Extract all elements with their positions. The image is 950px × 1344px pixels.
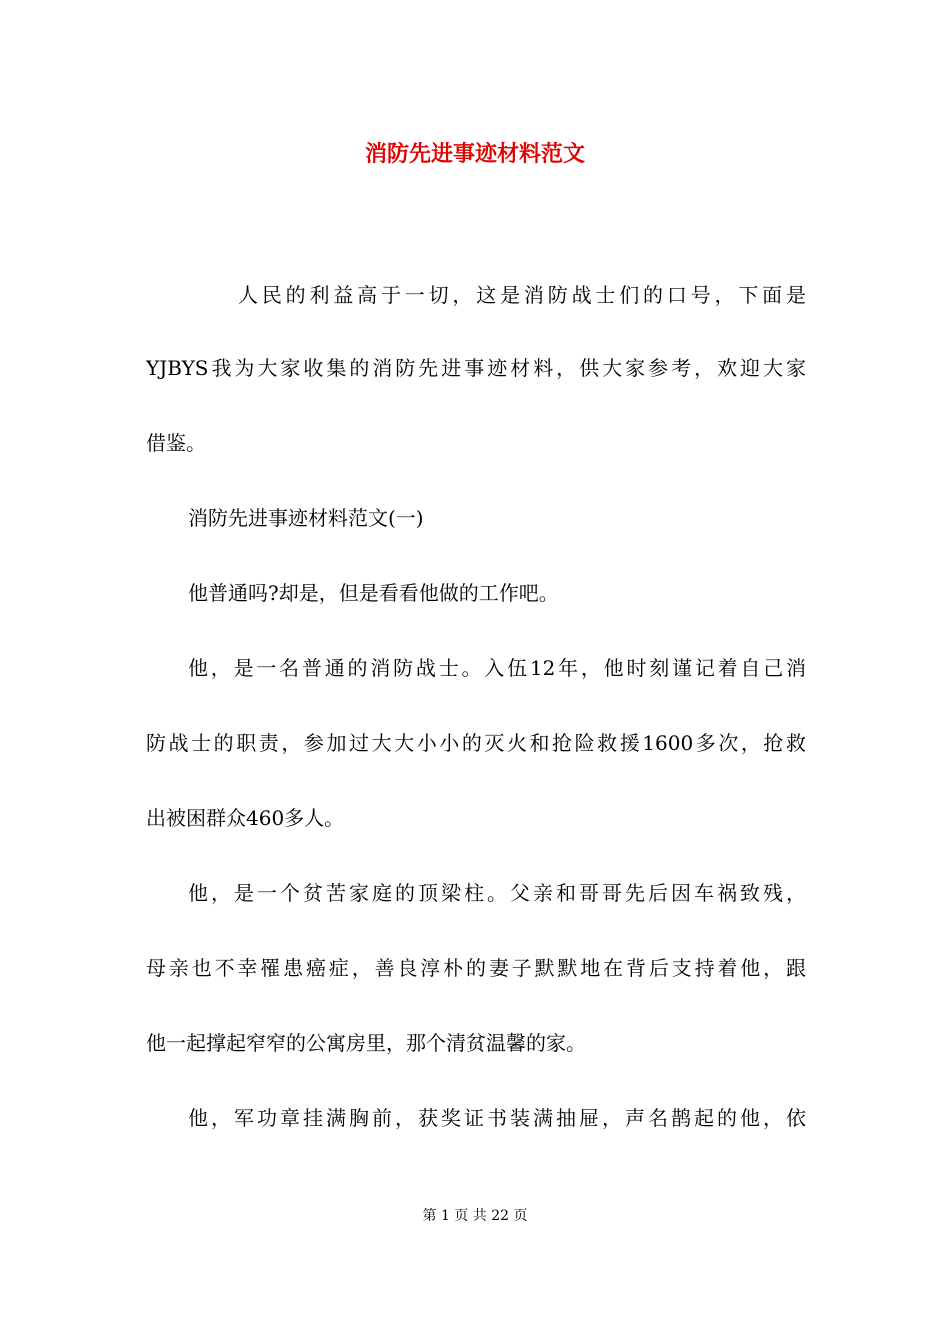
paragraph-line: 他一起撑起窄窄的公寓房里，那个清贫温馨的家。	[146, 1031, 586, 1055]
paragraph-line: 他，是一个贫苦家庭的顶梁柱。父亲和哥哥先后因车祸致残，	[188, 881, 806, 905]
paragraph-line: 防战士的职责，参加过大大小小的灭火和抢险救援1600多次，抢救	[146, 731, 806, 755]
paragraph-line: YJBYS我为大家收集的消防先进事迹材料，供大家参考，欢迎大家	[146, 356, 806, 380]
paragraph-line: 出被困群众460多人。	[146, 806, 345, 830]
paragraph-line: 借鉴。	[146, 431, 206, 455]
paragraph-line: 他普通吗?却是，但是看看他做的工作吧。	[188, 581, 559, 605]
paragraph-line: 他，军功章挂满胸前，获奖证书装满抽屉，声名鹊起的他，依	[188, 1106, 806, 1130]
paragraph-line: 母亲也不幸罹患癌症，善良淳朴的妻子默默地在背后支持着他，跟	[146, 956, 806, 980]
page-number: 第 1 页 共 22 页	[422, 1208, 528, 1224]
document-title: 消防先进事迹材料范文	[364, 141, 585, 167]
paragraph-line: 人民的利益高于一切，这是消防战士们的口号，下面是	[238, 283, 806, 307]
paragraph-line: 他，是一名普通的消防战士。入伍12年，他时刻谨记着自己消	[188, 656, 806, 680]
section-heading: 消防先进事迹材料范文(一)	[188, 506, 424, 530]
